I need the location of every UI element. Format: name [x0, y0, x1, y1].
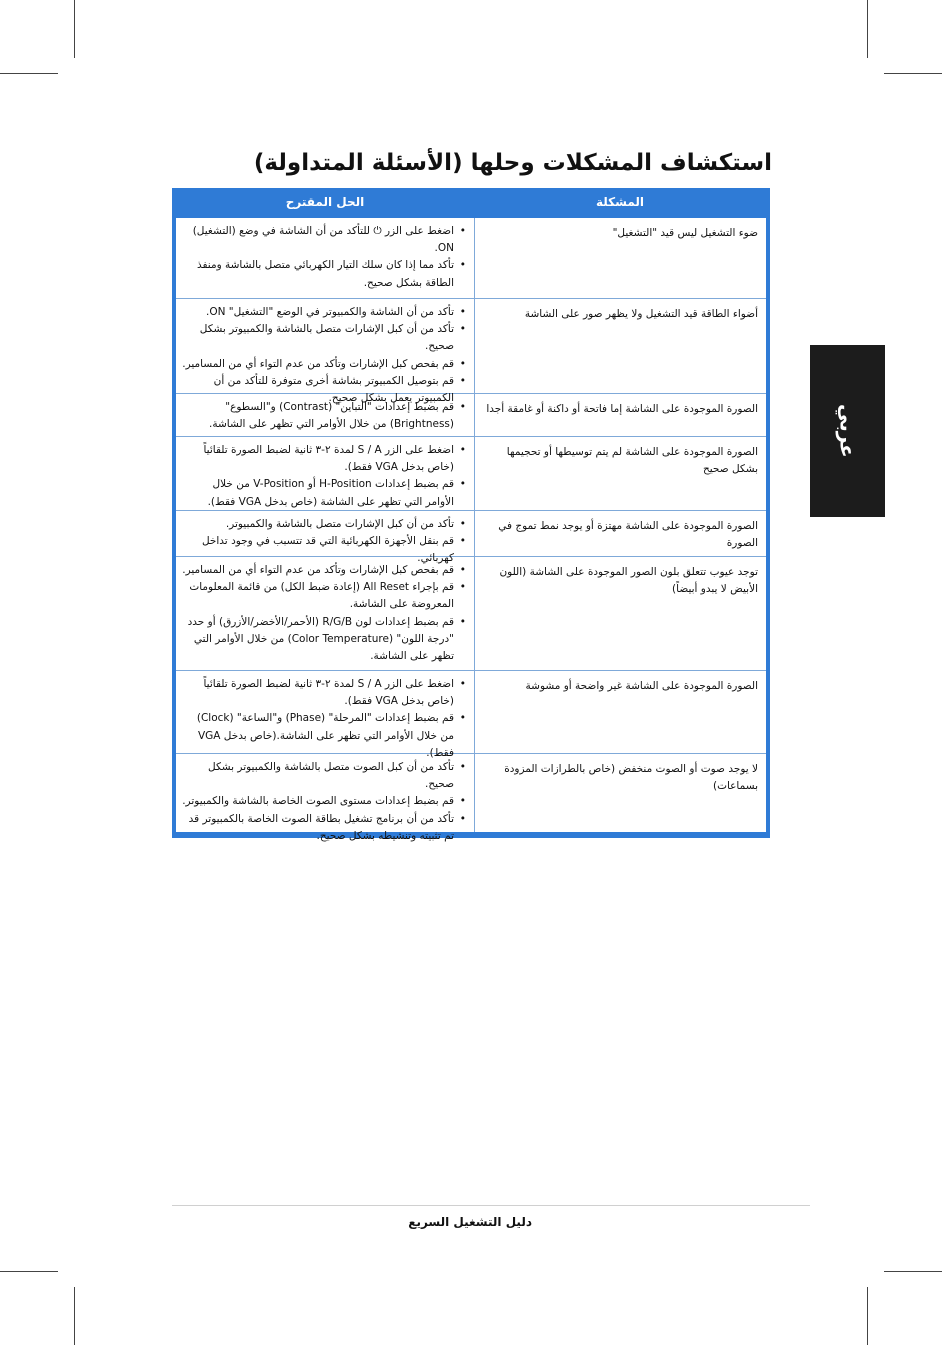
table-row	[176, 218, 766, 299]
solution-item: • قم بضبط إعدادات مستوى الصوت الخاصة بالشاشة والكمبيوتر.	[182, 793, 468, 810]
problem-cell: الصورة الموجودة على الشاشة إما فاتحة أو داكنة أو غامقة أجدا	[486, 403, 758, 415]
solution-cell	[182, 676, 468, 762]
problem-cell: الصورة الموجودة على الشاشة لم يتم توسيطها أو تحجيمها بشكل صحيح	[506, 446, 758, 475]
solution-item: • قم بنقل الأجهزة الكهربائية التي قد تتسبب في وجود تداخل كهربائي.	[182, 533, 468, 567]
crop-mark	[884, 73, 942, 74]
table-row	[176, 299, 766, 405]
table-row	[176, 511, 766, 565]
solution-item: • قم بضبط إعدادات "المرحلة" (Phase) و"الساعة" (Clock) من خلال الأوامر التي تظهر على الشاشة.(خاص بدخل VGA فقط).	[182, 710, 468, 762]
language-tab	[810, 345, 885, 517]
solution-item: • تأكد من أن كبل الإشارات متصل بالشاشة والكمبيوتر.	[182, 516, 468, 533]
table-row	[176, 671, 766, 759]
solution-cell	[182, 223, 468, 292]
problem-cell: الصورة الموجودة على الشاشة غير واضحة أو مشوشة	[525, 680, 758, 692]
solution-item: • اضغط على الزر S / A لمدة ٢-٣ ثانية لضبط الصورة تلقائياً (خاص بدخل VGA فقط).	[182, 442, 468, 476]
table-row	[176, 754, 766, 842]
solution-item: • قم بضبط إعدادات "التباين" (Contrast) و"السطوع" (Brightness) من خلال الأوامر التي تظهر على الشاشة.	[182, 399, 468, 433]
footer-divider	[172, 1205, 810, 1206]
table-row	[176, 394, 766, 437]
solution-item: • اضغط على الزر ⏻ للتأكد من أن الشاشة في وضع (التشغيل) ON.	[182, 223, 468, 257]
solution-item: • قم بفحص كبل الإشارات وتأكد من عدم التواء أي من المسامير.	[182, 562, 468, 579]
crop-mark	[74, 1287, 75, 1345]
solution-item: • قم بضبط إعدادات H-Position أو V-Position من خلال الأوامر التي تظهر على الشاشة (خاص بدخل VGA فقط).	[182, 476, 468, 510]
footer-title: دليل التشغيل السريع	[408, 1215, 532, 1229]
solution-cell	[182, 399, 468, 433]
header-solution: الحل المقترح	[285, 195, 365, 209]
language-tab-label: عربي	[835, 404, 860, 458]
solution-cell	[182, 759, 468, 845]
crop-mark	[867, 0, 868, 58]
header-problem: المشكلة	[595, 195, 645, 209]
problem-cell: توجد عيوب تتعلق بلون الصور الموجودة على الشاشة (اللون الأبيض لا يبدو أبيضاً)	[499, 566, 758, 595]
crop-mark	[0, 1271, 58, 1272]
solution-item: • قم بفحص كبل الإشارات وتأكد من عدم التواء أي من المسامير.	[182, 356, 468, 373]
solution-item: • قم بتوصيل الكمبيوتر بشاشة أخرى متوفرة للتأكد من أن الكمبيوتر يعمل بشكل صحيح.	[182, 373, 468, 407]
solution-cell	[182, 304, 468, 407]
problem-cell: أضواء الطاقة قيد التشغيل ولا يظهر صور على الشاشة	[524, 308, 758, 320]
solution-item: • قم بإجراء All Reset (إعادة ضبط الكل) من قائمة المعلومات المعروضة على الشاشة.	[182, 579, 468, 613]
problem-cell: لا يوجد صوت أو الصوت منخفض (خاص بالطرازات المزودة بسماعات)	[504, 763, 758, 792]
table-row	[176, 437, 766, 511]
solution-item: • اضغط على الزر S / A لمدة ٢-٣ ثانية لضبط الصورة تلقائياً (خاص بدخل VGA فقط).	[182, 676, 468, 710]
solution-item: • قم بضبط إعدادات لون R/G/B (الأحمر/الأخضر/الأزرق) أو حدد "درجة اللون" (Color Temperature) من خلال الأوامر التي تظهر على الشاشة.	[182, 614, 468, 666]
solution-item: • تأكد من أن كبل الصوت متصل بالشاشة والكمبيوتر بشكل صحيح.	[182, 759, 468, 793]
crop-mark	[867, 1287, 868, 1345]
solution-cell	[182, 562, 468, 665]
table-header	[176, 188, 766, 218]
crop-mark	[0, 73, 58, 74]
solution-item: • تأكد من أن كبل الإشارات متصل بالشاشة والكمبيوتر بشكل صحيح.	[182, 321, 468, 355]
crop-mark	[884, 1271, 942, 1272]
solution-cell	[182, 442, 468, 511]
troubleshooting-table	[172, 188, 770, 842]
solution-item: • تأكد من أن برنامج تشغيل بطاقة الصوت الخاصة بالكمبيوتر قد تم تثبيته وتنشيطه بشكل صحيح.	[182, 811, 468, 845]
solution-item: • تأكد من أن الشاشة والكمبيوتر في الوضع "التشغيل" ON.	[182, 304, 468, 321]
problem-cell: ضوء التشغيل ليس قيد "التشغيل"	[612, 227, 758, 239]
table-row	[176, 557, 766, 671]
solution-item: • تأكد مما إذا كان سلك التيار الكهربائي متصل بالشاشة ومنفذ الطاقة بشكل صحيح.	[182, 257, 468, 291]
problem-cell: الصورة الموجودة على الشاشة مهتزة أو يوجد نمط تموج في الصورة	[498, 520, 758, 549]
page-title: استكشاف المشكلات وحلها (الأسئلة المتداولة)	[253, 150, 772, 176]
crop-mark	[74, 0, 75, 58]
